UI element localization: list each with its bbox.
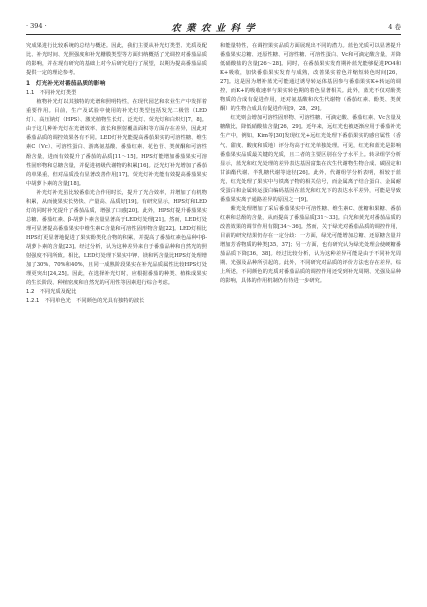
page-number: · 394 · bbox=[26, 22, 47, 30]
section-heading-1-2: 1.2 不同光质及配比 bbox=[26, 289, 77, 296]
right-column bbox=[220, 42, 401, 286]
section-heading-1: 1 灯光补光对番茄品质的影响 bbox=[26, 81, 106, 88]
paragraph-other-light: 紫光处理增加了采后番茄果实中可溶性糖、维生素C、蔗糖和果糖、番茄红素和总酚的含量，从而提高了番茄品质[31～33]。白光和黄光对番茄品质的改善效果的调节作用有限[34～36]。然而，关于绿光对番茄品质的调控作用，目前的研究结果仍存在一定分歧：一方面，绿光可能增加总糖、还原糖含量并增加芳香物质的种类[35，37]；另一方面，也有研究认为绿光处理会使硬糖番茄品质下降[36，38]。经过比较分析，认为这种差异可能是由于不同补光周期、光强及品种所引起的。此外，不同研究对品质的评价方法也存在差异。综上所述，不同颜色的光质对番茄品质的调控作用还受到补光周期、光强及品种的影响，具体的作用机制仍有待进一步研究。 bbox=[220, 205, 401, 285]
page-header bbox=[26, 20, 401, 35]
left-column bbox=[26, 42, 207, 306]
paragraph-red-light: 红光则会增加可溶性固形物、可溶性糖、可滴定酸、番茄红素、Vc含量及糖酸比，降低硝酸盐含量[26，29]。近年来，远红光也被逐渐应用于番茄补光生产中，例如，Kim等[30]发现红光+远红光处理下番茄果实的感官属性（香气、甜度、酸度和质地）评分均高于红光单独处理。可见，红光和蓝光是影响番茄果实品质最关键的光质，且二者的主要区别在分子水平上。转录组学分析显示，蓝光和红光处理的差异表达基因富集在次生代谢物生物合成、碳固定和甘油酯代谢、半乳糖代谢等途径[26]。此外，代谢组学分析表明，相较于蓝光，红光处理了果实中与铁离子物的相关信号，而金属离子结合蛋白、金属耐受蛋白和金属转运蛋白编码基因在蓝光和红光下的表达水平差异，可能是导致番茄果实离子通路差异的原因之一[9]。 bbox=[220, 115, 401, 203]
paragraph-lamp-types: 植物补光灯以其独特的光谱和照明特性，在现代园艺和农业生产中发挥着重要作用。目前，生产及试验中使用的补光灯类型包括发光二极管（LED灯）、高压钠灯（HPS）、激光植物生长灯、泛光灯、荧光灯和白炽灯[7，8]。由于这几种补光灯在光谱效率、波长和照射覆盖面积等方面存在差异，因此对番茄品质的调控效果各有不同。LED灯补光能提高番茄果实的可溶性糖、维生素C（Vc）、可溶性蛋白、游离氨基酸、番茄红素、花色苷、类黄酮和可溶性酚含量，进而有效提升了番茄的品质[11～15]。HPS灯能增加番茄果实可溶性固形物和总糖含量，并促进初级代谢物的积累[16]。泛光灯补光增加了番茄的单果重，但对品质没有显著改善作用[17]。荧光灯补光能有效提高番茄果实中胡萝卜素的含量[18]。 bbox=[26, 99, 207, 187]
volume-label: 4 卷 bbox=[388, 23, 401, 31]
journal-title: 农 業 农 业 科 学 bbox=[171, 23, 256, 34]
intro-paragraph-end: 究成果进行比较系统的总结与概述。因此，我们主要从补光灯类型、光质及配比、补光时间、光照强度和补光栅膜类型等方面归纳概括了光调控对番茄品质的影响，并在现有研究的基础上对今后研究进行了展望，以期为提高番茄品质提供一定的理论参考。 bbox=[26, 43, 207, 77]
paragraph-lamp-comparison: 补光灯补光虽比较番茄光合作用时长，提升了光合效率，并增加了有机物积累，从而使果实长势快、产量高、品质好[19]。有研究显示，HPS灯和LED灯的同时补光提升了番茄品质，增强了口感[20]。此外，HPS灯提升番茄果实总糖、番茄红素、β-胡萝卜素含量显著高于LED灯处理[21]。然而，LED灯处理可显著提高番茄果实中维生素C含量和可溶性固形物含量[22]。LED灯相比HPS灯更显著地促进了果实酚类化合物的积累，并提高了番茄红素色品种中β-胡萝卜素的含量[23]。经过分析，认为这种差异来自于番茄品种和自然光的照射强度不同所致。相比，LED灯处理下果实中钾、镁和钙含量比HPS灯处理增加了30%、70%和40%，且同一成熟阶段果实在补光品质属性比较HPS灯处理更突出[24,25]。因此，在选择补光灯时，应根据番茄的种类、植株成果实的生长阶段、种植密度和自然光的可用性等因素进行综合考虑。 bbox=[26, 189, 208, 287]
section-heading-1-1: 1.1 不同补光灯类型 bbox=[26, 90, 77, 97]
section-heading-1-2-1: 1.2.1 不同单色光 不同颜色的光具有独特的波长 bbox=[26, 298, 145, 305]
paragraph-blue-light: 和能量特性，在调控果实品质方面展现出不同的潜力。蓝色光质可以显著提升番茄果实总糖、还原性糖、可溶性糖、可溶性蛋白、Vc和可滴定酸含量，并降低硝酸盐的含量[26～28]。同时，在番茄果实发育期补蓝光能够促进PO4和K+吸收，加快番茄果实发育与成熟，改善果实着色并缩短转色时间[26，27]。这是因为增补蓝光可能通过诱导转运体基因参与番茄果实K+转运的调控，而K+的吸收速率与果实转色期的着色显著相关。此外，蓝光不仅对酚类物质的合成有促进作用，还对氨基酸和次生代谢物（番茄红素、酚类、类黄酮）的生物合成具有促进作用[9，28，29]。 bbox=[220, 43, 401, 113]
